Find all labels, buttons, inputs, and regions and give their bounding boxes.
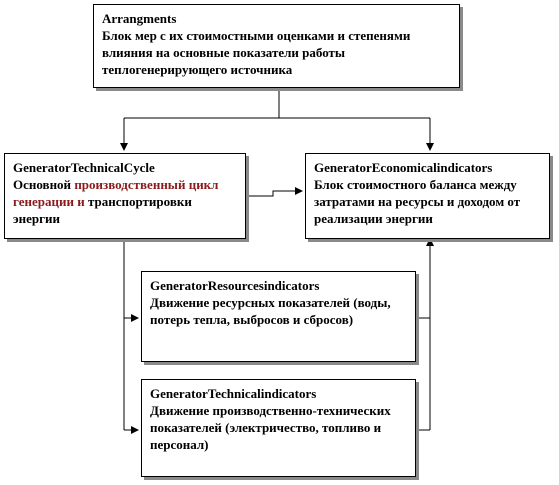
box-technical-cycle-title: GeneratorTechnicalCycle bbox=[13, 160, 155, 175]
box-economical-desc: Блок стоимостного баланса между затратами на ресурсы и доходом от реализации энергии bbox=[314, 177, 521, 226]
box-technical-indicators-title: GeneratorTechnicalindicators bbox=[150, 386, 317, 401]
box-technical-indicators bbox=[141, 379, 416, 477]
box-resources-desc: Движение ресурсных показателей (воды, потерь тепла, выбросов и сбросов) bbox=[150, 295, 391, 327]
box-technical-cycle-desc-highlight: производственный цикл генерации и bbox=[13, 177, 219, 209]
box-arrangements-title: Arrangments bbox=[102, 11, 177, 26]
box-arrangements-desc: Блок мер с их стоимостными оценками и степенями влияния на основные показатели работы теплогенерирующего источника bbox=[102, 28, 411, 77]
box-economical bbox=[305, 153, 550, 239]
box-technical-cycle-desc-prefix: Основной bbox=[13, 177, 75, 192]
box-resources-title: GeneratorResourcesindicators bbox=[150, 278, 320, 293]
box-technical-cycle-desc bbox=[13, 176, 237, 227]
arrow-cycle-to-economical bbox=[246, 191, 302, 196]
box-arrangements bbox=[93, 4, 460, 88]
box-resources bbox=[141, 271, 416, 362]
box-technical-indicators-desc: Движение производственно-технических показателей (электричество, топливо и персонал) bbox=[150, 403, 391, 452]
box-technical-cycle bbox=[4, 153, 246, 239]
box-economical-title: GeneratorEconomicalindicators bbox=[314, 160, 493, 175]
box-technical-cycle-desc-suffix: транспортировки энергии bbox=[13, 194, 192, 226]
